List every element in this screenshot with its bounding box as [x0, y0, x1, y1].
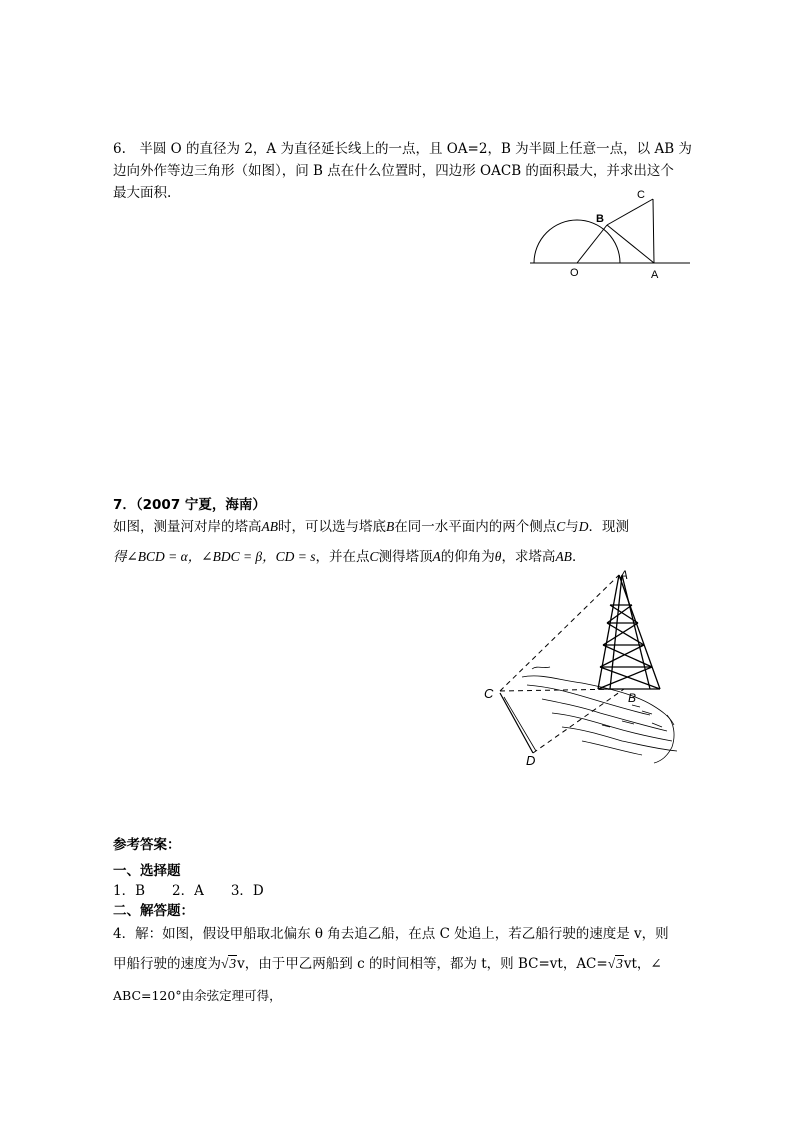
math-theta: θ: [494, 549, 502, 564]
problem6-line1: 6. 半圆 O 的直径为 2，A 为直径延长线上的一点，且 OA=2，B 为半圆上任意一点，以 AB 为: [113, 141, 692, 157]
answers-choices: 1．B 2．A 3．D: [113, 883, 264, 899]
label-D: D: [526, 753, 536, 768]
segment-CA: [653, 199, 654, 263]
text: ，求塔高: [501, 549, 556, 565]
semicircle-figure: [520, 180, 700, 285]
text: ．现测: [588, 519, 630, 535]
semicircle-arc: [534, 220, 620, 263]
line-DB: [533, 689, 624, 753]
label-C: C: [637, 189, 645, 201]
problem6-line3: 最大面积.: [113, 185, 172, 201]
label-A: A: [620, 568, 629, 582]
tower-river-figure: [482, 565, 682, 770]
problem7-title: 7．（2007 宁夏，海南）: [113, 497, 266, 513]
segment-OB: [577, 225, 607, 263]
answers-heading: 参考答案：: [113, 837, 181, 853]
math-AB: AB: [555, 549, 572, 564]
text: vt，∠: [623, 956, 662, 972]
math-C: C: [369, 549, 379, 564]
text: v，由于甲乙两船到 c 的时间相等，都为 t，则 BC=vt，AC=: [237, 956, 608, 972]
sqrt-expression: √3: [221, 956, 237, 971]
segment-BA: [607, 225, 654, 263]
answer4-line2: [113, 953, 662, 975]
radicand: 3: [616, 956, 623, 971]
text: 测得塔顶: [378, 549, 433, 565]
text: ，并在点: [315, 549, 370, 565]
tower: [598, 575, 660, 689]
line-CD: [500, 693, 533, 753]
text: 甲船行驶的速度为: [113, 956, 221, 972]
answer4-line3: ABC=120°由余弦定理可得，: [113, 988, 282, 1003]
math-C: C: [556, 519, 566, 534]
text: 时，可以选与塔底: [278, 519, 386, 535]
text: 在同一水平面内的两个侧点: [394, 519, 557, 535]
text: ．: [571, 549, 586, 565]
answer4-line1: 4．解：如图，假设甲船取北偏东 θ 角去追乙船，在点 C 处追上，若乙船行驶的速度是 v，则: [113, 926, 669, 942]
label-A: A: [651, 269, 659, 281]
label-B: B: [596, 213, 604, 225]
problem6-line2: 边向外作等边三角形（如图），问 B 点在什么位置时，四边形 OACB 的面积最大，并求出这个: [113, 163, 674, 179]
line-CD-edge: [504, 697, 536, 751]
answers-section2: 二、解答题：: [113, 903, 194, 919]
math-D: D: [578, 519, 589, 534]
text: 与: [565, 519, 579, 535]
answers-section1: 一、选择题: [113, 863, 181, 879]
label-B: B: [628, 691, 637, 705]
text: 如图，测量河对岸的塔高: [113, 519, 262, 535]
text: 的仰角为: [440, 549, 495, 565]
math-AB: AB: [261, 519, 278, 534]
problem7-line1: [113, 516, 629, 538]
segment-BC: [607, 199, 653, 225]
label-C: C: [484, 686, 494, 701]
sqrt-expression: √3: [607, 956, 623, 971]
math-B: B: [386, 519, 395, 534]
radicand: 3: [229, 956, 237, 971]
math-A: A: [432, 549, 441, 564]
label-O: O: [570, 267, 579, 279]
math-angles: 得∠BCD = α，∠BDC = β，CD = s: [113, 549, 316, 564]
